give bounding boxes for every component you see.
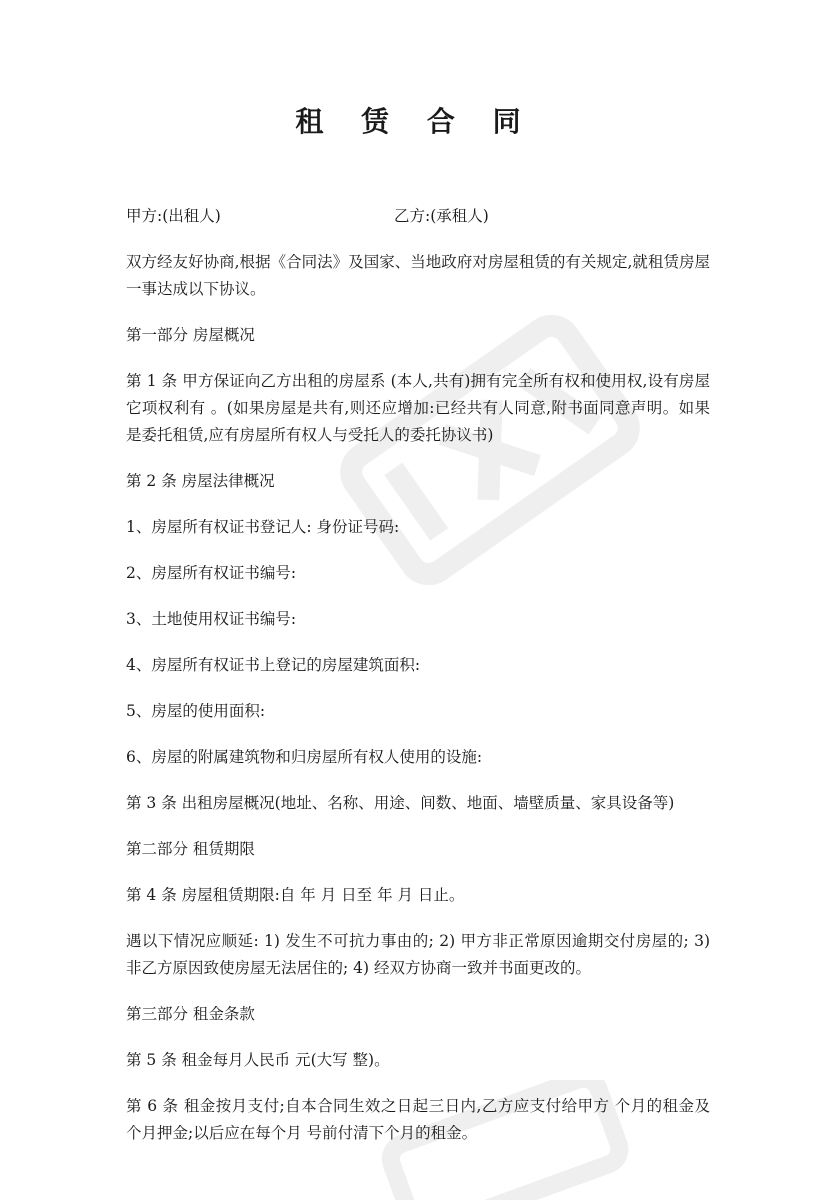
clause-6: 第 6 条 租金按月支付;自本合同生效之日起三日内,乙方应支付给甲方 个月的租金及 个月押金;以后应在每个月 号前付清下个月的租金。 bbox=[126, 1097, 710, 1142]
item-5: 5、房屋的使用面积: bbox=[126, 702, 266, 720]
intro-paragraph: 双方经友好协商,根据《合同法》及国家、当地政府对房屋租赁的有关规定,就租赁房屋一事达成以下协议。 bbox=[126, 253, 710, 298]
item-6: 6、房屋的附属建筑物和归房屋所有权人使用的设施: bbox=[126, 748, 483, 766]
section-heading-part-3: 第三部分 租金条款 bbox=[126, 1005, 255, 1023]
party-b-label: 乙方:(承租人) bbox=[394, 207, 489, 225]
item-4: 4、房屋所有权证书上登记的房屋建筑面积: bbox=[126, 656, 421, 674]
clause-3: 第 3 条 出租房屋概况(地址、名称、用途、间数、地面、墙壁质量、家具设备等) bbox=[126, 794, 675, 812]
document-body bbox=[126, 203, 710, 1166]
item-1: 1、房屋所有权证书登记人: 身份证号码: bbox=[126, 518, 400, 536]
item-3: 3、土地使用权证书编号: bbox=[126, 610, 297, 628]
document-title: 租 赁 合 同 bbox=[295, 105, 535, 138]
party-a-label: 甲方:(出租人) bbox=[126, 207, 221, 225]
clause-2: 第 2 条 房屋法律概况 bbox=[126, 472, 275, 490]
extension-conditions: 遇以下情况应顺延: 1) 发生不可抗力事由的; 2) 甲方非正常原因逾期交付房屋的; 3) 非乙方原因致使房屋无法居住的; 4) 经双方协商一致并书面更改的。 bbox=[126, 932, 710, 977]
clause-5: 第 5 条 租金每月人民币 元(大写 整)。 bbox=[126, 1051, 390, 1069]
item-2: 2、房屋所有权证书编号: bbox=[126, 564, 297, 582]
clause-4: 第 4 条 房屋租赁期限:自 年 月 日至 年 月 日止。 bbox=[126, 886, 465, 904]
section-heading-part-1: 第一部分 房屋概况 bbox=[126, 326, 255, 344]
clause-1: 第 1 条 甲方保证向乙方出租的房屋系 (本人,共有)拥有完全所有权和使用权,设有房屋它项权利有 。(如果房屋是共有,则还应增加:已经共有人同意,附书面同意声明。如果是委托租赁,应有房屋所有权人与受托人的委托协议书) bbox=[126, 372, 710, 444]
section-heading-part-2: 第二部分 租赁期限 bbox=[126, 840, 255, 858]
parties-line bbox=[126, 203, 710, 230]
